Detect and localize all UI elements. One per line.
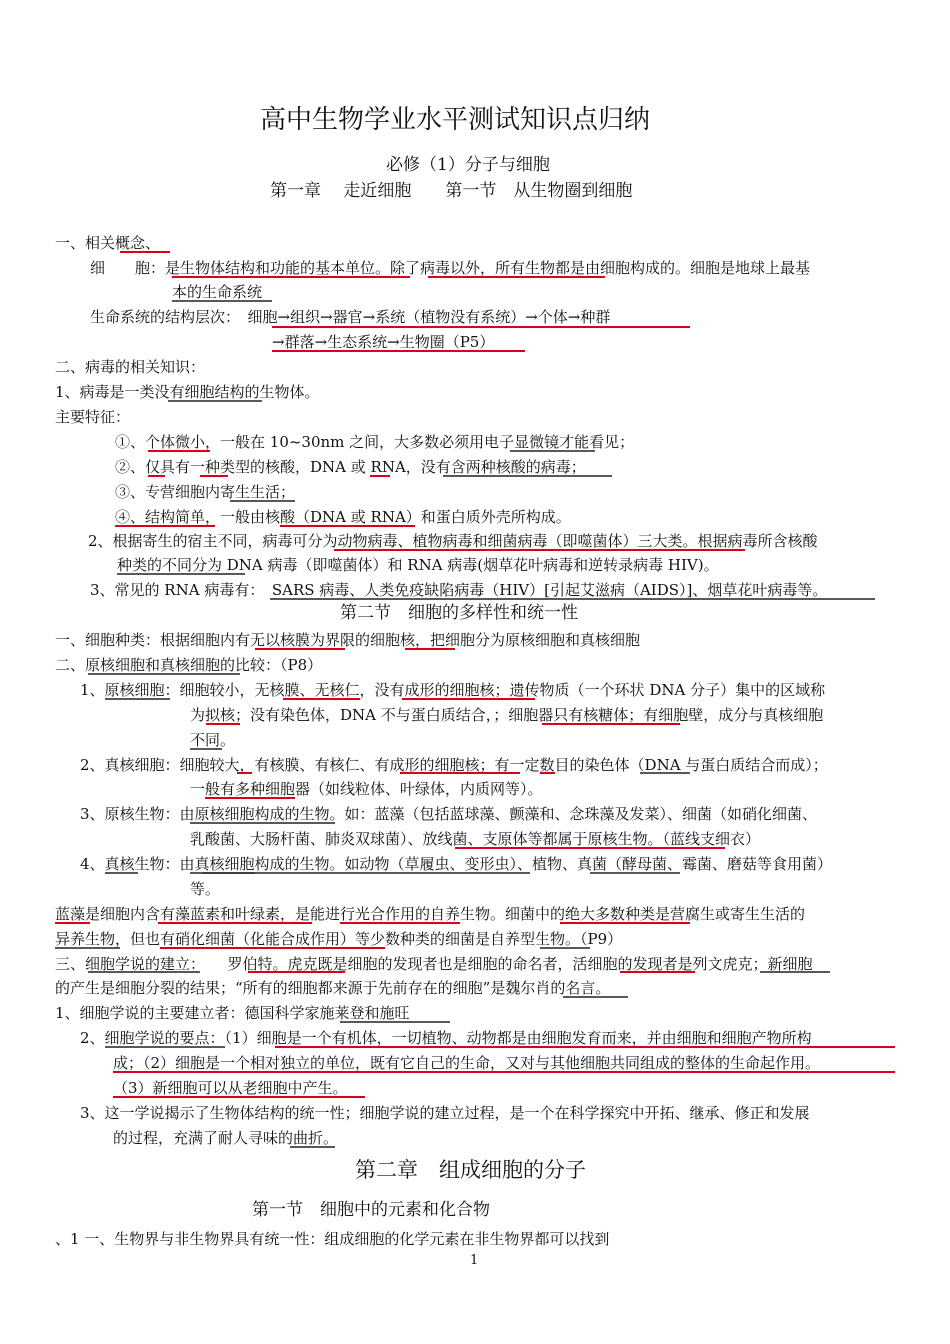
- text-line: 1、病毒是一类没有细胞结构的生物体。: [55, 383, 320, 401]
- text-line: 3、这一学说揭示了生物体结构的统一性；细胞学说的建立过程，是一个在科学探究中开拓、继承、修正和发展: [80, 1104, 810, 1122]
- text-line: 2、真核细胞：细胞较大，有核膜、有核仁、有成形的细胞核；有一定数目的染色体（DNA 与蛋白质结合而成）；: [80, 756, 828, 774]
- text-line: 一般有多种细胞器（如线粒体、叶绿体，内质网等）。: [190, 780, 543, 798]
- text-line: 、1 一、生物界与非生物界具有统一性：组成细胞的化学元素在非生物界都可以找到: [55, 1230, 610, 1248]
- text-line: 一、细胞种类：根据细胞内有无以核膜为界限的细胞核，把细胞分为原核细胞和真核细胞: [55, 631, 641, 649]
- text-line: 本的生命系统: [172, 283, 263, 301]
- text-line: ①、个体微小，一般在 10~30nm 之间，大多数必须用电子显微镜才能看见；: [115, 433, 635, 451]
- text-line: 主要特征：: [55, 408, 131, 426]
- text-line: →群落→生态系统→生物圈（P5）: [272, 333, 495, 351]
- text-line: 三、细胞学说的建立： 罗伯特。虎克既是细胞的发现者也是细胞的命名者，活细胞的发现者是列文虎克；新细胞: [55, 955, 813, 973]
- text-line: 2、细胞学说的要点：（1）细胞是一个有机体，一切植物、动物都是由细胞发育而来，并由细胞和细胞产物所构: [80, 1029, 812, 1047]
- text-line: 1、原核细胞：细胞较小，无核膜、无核仁，没有成形的细胞核；遗传物质（一个环状 DNA 分子）集中的区域称: [80, 681, 826, 699]
- text-line: 等。: [190, 880, 221, 898]
- page-title: 高中生物学业水平测试知识点归纳: [260, 105, 651, 135]
- text-line: 的产生是细胞分裂的结果；“所有的细胞都来源于先前存在的细胞”是魏尔肖的名言。: [55, 979, 611, 997]
- text-line: ④、结构简单，一般由核酸（DNA 或 RNA）和蛋白质外壳所构成。: [115, 508, 571, 526]
- text-line: 异养生物，但也有硝化细菌（化能合成作用）等少数种类的细菌是自养型生物。（P9）: [55, 930, 623, 948]
- text-line: 3、原核生物：由原核细胞构成的生物。如：蓝藻（包括蓝球藻、颤藻和、念珠藻及发菜）、细菌（如硝化细菌、: [80, 805, 818, 823]
- section-heading: 第一节 细胞中的元素和化合物: [252, 1200, 490, 1220]
- page-number: 1: [470, 1253, 479, 1268]
- text-line: 种类的不同分为 DNA 病毒（即噬菌体）和 RNA 病毒(烟草花叶病毒和逆转录病毒 HIV)。: [117, 556, 719, 574]
- text-line: 的过程，充满了耐人寻味的曲折。: [113, 1129, 339, 1147]
- text-line: ②、仅具有一种类型的核酸，DNA 或 RNA，没有含两种核酸的病毒；: [115, 458, 586, 476]
- text-line: 2、根据寄生的宿主不同，病毒可分为动物病毒、植物病毒和细菌病毒（即噬菌体）三大类。根据病毒所含核酸: [88, 532, 818, 550]
- subtitle-chapter: 第一章 走近细胞 第一节 从生物圈到细胞: [270, 181, 633, 201]
- text-line: 3、常见的 RNA 病毒有： SARS 病毒、人类免疫缺陷病毒（HIV）[引起艾滋病（AIDS）]、烟草花叶病毒等。: [90, 581, 828, 599]
- text-line: 生命系统的结构层次： 细胞→组织→器官→系统（植物没有系统）→个体→种群: [90, 308, 611, 326]
- text-line: 乳酸菌、大肠杆菌、肺炎双球菌）、放线菌、支原体等都属于原核生物。（蓝线支细衣）: [190, 830, 761, 848]
- text-line: 一、相关概念、: [55, 234, 161, 252]
- text-line: 1、细胞学说的主要建立者：德国科学家施莱登和施旺: [55, 1004, 410, 1022]
- text-line: 成；（2）细胞是一个相对独立的单位，既有它自己的生命，又对与其他细胞共同组成的整体的生命起作用。: [113, 1054, 821, 1072]
- text-line: 4、真核生物：由真核细胞构成的生物。如动物（草履虫、变形虫）、植物、真菌（酵母菌、霉菌、磨菇等食用菌）: [80, 855, 833, 873]
- subtitle-compulsory: 必修（1）分子与细胞: [386, 155, 550, 175]
- text-line: ③、专营细胞内寄生生活；: [115, 483, 296, 501]
- text-line: 细 胞：是生物体结构和功能的基本单位。除了病毒以外，所有生物都是由细胞构成的。细胞是地球上最基: [90, 259, 811, 277]
- section-heading: 第二节 细胞的多样性和统一性: [340, 603, 578, 623]
- text-line: 蓝藻是细胞内含有藻蓝素和叶绿素，是能进行光合作用的自养生物。细菌中的绝大多数种类是营腐生或寄生生活的: [55, 905, 806, 923]
- text-line: 二、病毒的相关知识：: [55, 358, 206, 376]
- chapter-heading: 第二章 组成细胞的分子: [355, 1158, 586, 1182]
- text-line: 二、原核细胞和真核细胞的比较：（P8）: [55, 656, 323, 674]
- text-line: （3）新细胞可以从老细胞中产生。: [113, 1079, 348, 1097]
- text-line: 不同。: [190, 731, 236, 749]
- text-line: 为拟核；没有染色体，DNA 不与蛋白质结合，；细胞器只有核糖体；有细胞壁，成分与真核细胞: [190, 706, 824, 724]
